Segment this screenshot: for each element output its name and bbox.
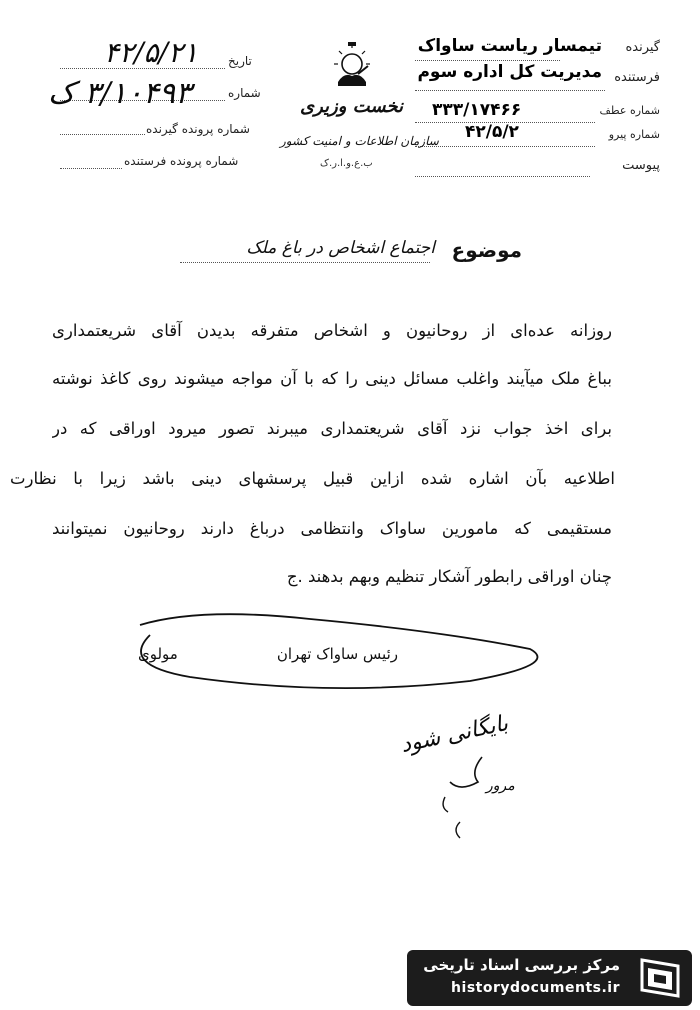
body-line-4: اطلاعیه بآن اشاره شده ازاین قبیل پرسشهای دینی باشد زیرا با نظارت — [10, 469, 615, 488]
body-line-3: برای اخذ جواب نزد آقای شریعتمداری میبرند تصور میرود اوراقی که در — [52, 419, 612, 438]
ref-label: شماره عطف — [599, 104, 660, 117]
subject-dots — [180, 262, 430, 263]
sender-value: مدیریت کل اداره سوم — [417, 62, 602, 82]
number-value: ۳/۱۰۴۹۳ ک — [48, 76, 192, 111]
ref-sub-dots — [415, 146, 595, 147]
emblem-code: ب.ع.و.ا.ر.ک — [320, 158, 373, 169]
emblem-title: نخست وزیری — [300, 96, 404, 117]
recipient-dots — [415, 60, 560, 61]
emblem-subtitle: سازمان اطلاعات و امنیت کشور — [280, 134, 439, 148]
attachment-label: پیوست — [622, 158, 660, 173]
watermark-org: مرکز بررسی اسناد تاریخی — [423, 956, 620, 974]
sender-label: فرستنده — [614, 70, 660, 85]
sender-dots — [415, 90, 605, 91]
watermark-url: historydocuments.ir — [451, 980, 620, 996]
archive-logo-icon — [634, 954, 686, 1002]
recipient-file-dots — [60, 134, 145, 135]
body-line-1: روزانه عده‌ای از روحانیون و اشخاص متفرقه بدیدن آقای شریعتمداری — [52, 321, 612, 340]
ref-sub-value: ۴۲/۵/۲ — [465, 122, 519, 142]
date-label: تاریخ — [228, 54, 252, 68]
number-label: شماره — [228, 86, 261, 100]
signature-title: رئیس ساواک تهران — [276, 645, 398, 663]
body-line-2: بباغ ملک میآیند واغلب مسائل دینی را که با آن مواجه میشوند روی کاغذ نوشته — [52, 369, 612, 388]
handwritten-note-line2: مرور — [486, 778, 515, 794]
body-line-6: چنان اوراقی رابطور آشکار تنظیم وبهم بدهند .ج — [286, 567, 612, 586]
signature-name: مولوی — [138, 645, 178, 663]
sender-file-dots — [60, 168, 122, 169]
ref-value: ۳۳۳/۱۷۴۶۶ — [432, 100, 522, 120]
body-line-5: مستقیمی که مامورین ساواک وانتظامی درباغ دارند روحانیون نمیتوانند — [52, 519, 612, 538]
subject-value: اجتماع اشخاص در باغ ملک — [246, 238, 435, 258]
watermark-banner — [407, 950, 692, 1006]
recipient-value: تیمسار ریاست ساواک — [417, 36, 602, 56]
lion-and-sun-emblem-icon — [328, 42, 376, 92]
handwritten-note-line1: بایگانی شود — [398, 710, 511, 759]
ref-sub-label: شماره پیرو — [608, 128, 660, 141]
recipient-label: گیرنده — [625, 40, 660, 55]
subject-label: موضوع — [451, 238, 522, 262]
attachment-dots — [415, 176, 590, 177]
handwritten-scribble-icon — [430, 752, 500, 842]
sender-file-label: شماره پرونده فرستنده — [124, 154, 239, 168]
date-value: ۴۲/۵/۲۱ — [104, 36, 199, 69]
recipient-file-label: شماره پرونده گیرنده — [146, 122, 250, 136]
